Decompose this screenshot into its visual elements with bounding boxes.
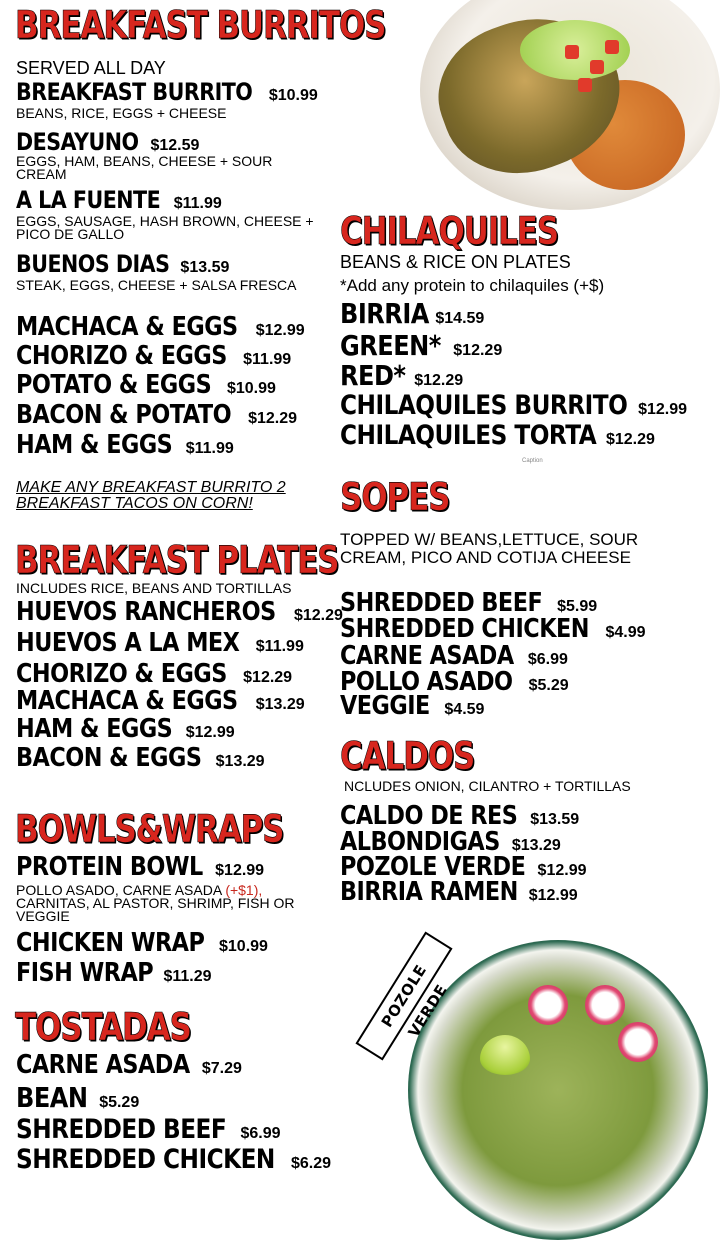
menu-item: BIRRIA $14.59: [340, 297, 485, 330]
menu-item: BACON & POTATO $12.29: [16, 400, 298, 430]
menu-item: CHILAQUILES BURRITO $12.99: [340, 390, 688, 421]
tostadas-title: TOSTADAS: [15, 1005, 191, 1049]
menu-item: POZOLE VERDE $12.99: [340, 852, 587, 882]
caldos-subtitle: NCLUDES ONION, CILANTRO + TORTILLAS: [344, 778, 631, 794]
menu-item: HAM & EGGS $12.99: [16, 714, 235, 744]
menu-item: PROTEIN BOWL $12.99: [16, 852, 265, 882]
menu-item: BIRRIA RAMEN $12.99: [340, 877, 578, 907]
menu-item: HAM & EGGS $11.99: [16, 430, 234, 460]
menu-item: SHREDDED BEEF $5.99: [340, 588, 598, 618]
menu-item: CHICKEN WRAP $10.99: [16, 928, 268, 958]
menu-item: CARNE ASADA $7.29: [16, 1050, 242, 1080]
item-description: STEAK, EGGS, CHEESE + SALSA FRESCA: [16, 277, 297, 293]
burrito-tacos-note-1: MAKE ANY BREAKFAST BURRITO 2: [16, 479, 286, 496]
item-description: EGGS, SAUSAGE, HASH BROWN, CHEESE + PICO DE GALLO: [16, 213, 314, 242]
image-caption: Caption: [522, 458, 543, 464]
protein-bowl-description: POLLO ASADO, CARNE ASADA (+$1), CARNITAS, AL PASTOR, SHRIMP, FISH OR VEGGIE: [16, 882, 295, 924]
menu-item: BREAKFAST BURRITO $10.99: [16, 78, 318, 106]
menu-item: BEAN $5.29: [16, 1081, 140, 1114]
breakfast-plates-title: BREAKFAST PLATES: [15, 538, 339, 582]
menu-item: SHREDDED CHICKEN $6.29: [16, 1144, 332, 1175]
menu-item: SHREDDED CHICKEN $4.99: [340, 614, 646, 644]
menu-item: ALBONDIGAS $13.29: [340, 827, 561, 857]
sopes-description: TOPPED W/ BEANS,LETTUCE, SOUR CREAM, PICO AND COTIJA CHEESE: [340, 530, 639, 567]
menu-item: GREEN* $12.29: [340, 329, 503, 362]
breakfast-burritos-title: BREAKFAST BURRITOS: [15, 3, 386, 47]
served-all-day: SERVED ALL DAY: [16, 58, 166, 78]
menu-item: RED* $12.29: [340, 359, 464, 392]
breakfast-plates-subtitle: INCLUDES RICE, BEANS AND TORTILLAS: [16, 580, 292, 596]
burrito-tacos-note-2: BREAKFAST TACOS ON CORN!: [16, 495, 253, 512]
menu-item: HUEVOS RANCHEROS $12.29: [16, 597, 343, 627]
menu-item: MACHACA & EGGS $12.99: [16, 312, 305, 342]
menu-item: VEGGIE $4.59: [340, 691, 485, 721]
chilaquiles-protein-note: *Add any protein to chilaquiles (+$): [340, 276, 605, 295]
item-description: BEANS, RICE, EGGS + CHEESE: [16, 105, 227, 121]
menu-item: SHREDDED BEEF $6.99: [16, 1114, 281, 1145]
menu-item: POTATO & EGGS $10.99: [16, 370, 276, 400]
bowls-wraps-title: BOWLS&WRAPS: [15, 807, 284, 851]
menu-item: A LA FUENTE $11.99: [16, 186, 222, 214]
menu-item: BACON & EGGS $13.29: [16, 743, 265, 773]
menu-item: POLLO ASADO $5.29: [340, 667, 569, 697]
menu-item: BUENOS DIAS $13.59: [16, 250, 230, 278]
menu-item: CHILAQUILES TORTA $12.29: [340, 420, 655, 451]
pozole-verde-tag: POZOLE VERDE: [355, 932, 452, 1061]
menu-item: CHORIZO & EGGS $11.99: [16, 341, 292, 371]
menu-item: DESAYUNO $12.59: [16, 128, 200, 156]
menu-item: FISH WRAP $11.29: [16, 958, 212, 988]
menu-item: CARNE ASADA $6.99: [340, 641, 568, 671]
sopes-title: SOPES: [340, 475, 450, 519]
caldos-title: CALDOS: [340, 734, 475, 778]
chilaquiles-title: CHILAQUILES: [340, 209, 558, 253]
menu-item: HUEVOS A LA MEX $11.99: [16, 628, 304, 658]
menu-item: CALDO DE RES $13.59: [340, 801, 580, 831]
menu-item: MACHACA & EGGS $13.29: [16, 686, 305, 716]
chilaquiles-subtitle: BEANS & RICE ON PLATES: [340, 252, 571, 272]
menu-item: CHORIZO & EGGS $12.29: [16, 659, 293, 689]
item-description: EGGS, HAM, BEANS, CHEESE + SOUR CREAM: [16, 153, 273, 182]
